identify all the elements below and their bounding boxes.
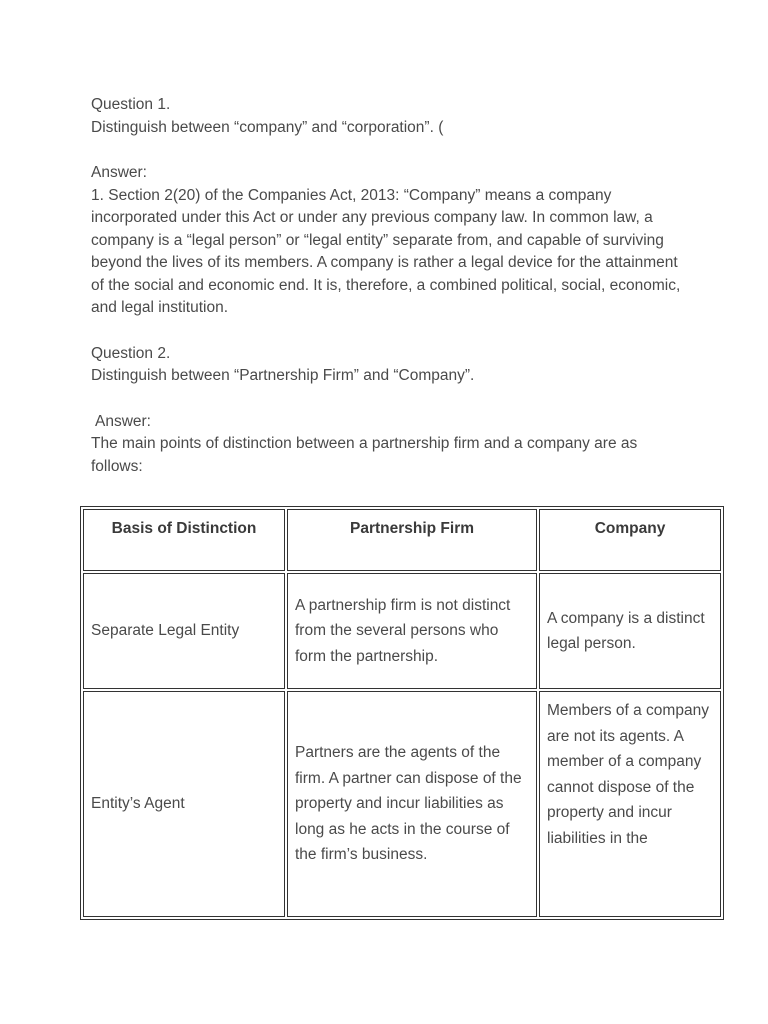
- answer-2-text: The main points of distinction between a partnership firm and a company are as follows:: [91, 435, 638, 475]
- table-header-row: [83, 509, 721, 571]
- cell-partnership: Partners are the agents of the firm. A partner can dispose of the property and incur liabilities as long as he acts in the course of the firm’s business.: [287, 691, 537, 917]
- table-row: [83, 691, 721, 917]
- question-2-title: Question 2.: [91, 344, 171, 362]
- distinction-table-wrapper: [80, 506, 724, 920]
- cell-company: Members of a company are not its agents. A member of a company cannot dispose of the property and incur liabilities in the: [547, 702, 709, 847]
- question-2-text: Distinguish between “Partnership Firm” and “Company”.: [91, 367, 475, 384]
- answer-1-label: Answer:: [91, 164, 147, 181]
- cell-company-container: [539, 691, 721, 917]
- header-company: Company: [539, 509, 721, 571]
- answer-1-text: 1. Section 2(20) of the Companies Act, 2013: “Company” means a company incorporated under this Act or under any previous company law. In common law, a company is a “legal person” or “legal entity” separate from, and capable of surviving beyond the lives of its members. A company is rather a legal device for the attainment of the social and economic end. It is, therefore, a combined political, social, economic, and legal institution.: [91, 186, 681, 316]
- table-row: [83, 573, 721, 689]
- cell-partnership: A partnership firm is not distinct from the several persons who form the partnership.: [287, 573, 537, 689]
- question-1-text: Distinguish between “company” and “corporation”. (: [91, 118, 444, 136]
- header-basis: Basis of Distinction: [83, 509, 285, 571]
- answer-2-label: Answer:: [95, 412, 151, 430]
- cell-basis: Separate Legal Entity: [83, 573, 285, 689]
- header-partnership: Partnership Firm: [287, 509, 537, 571]
- distinction-table: [80, 506, 724, 920]
- document-body: [91, 94, 691, 478]
- cell-basis: Entity’s Agent: [83, 691, 285, 917]
- cell-company: A company is a distinct legal person.: [539, 573, 721, 689]
- question-1-title: Question 1.: [91, 96, 171, 113]
